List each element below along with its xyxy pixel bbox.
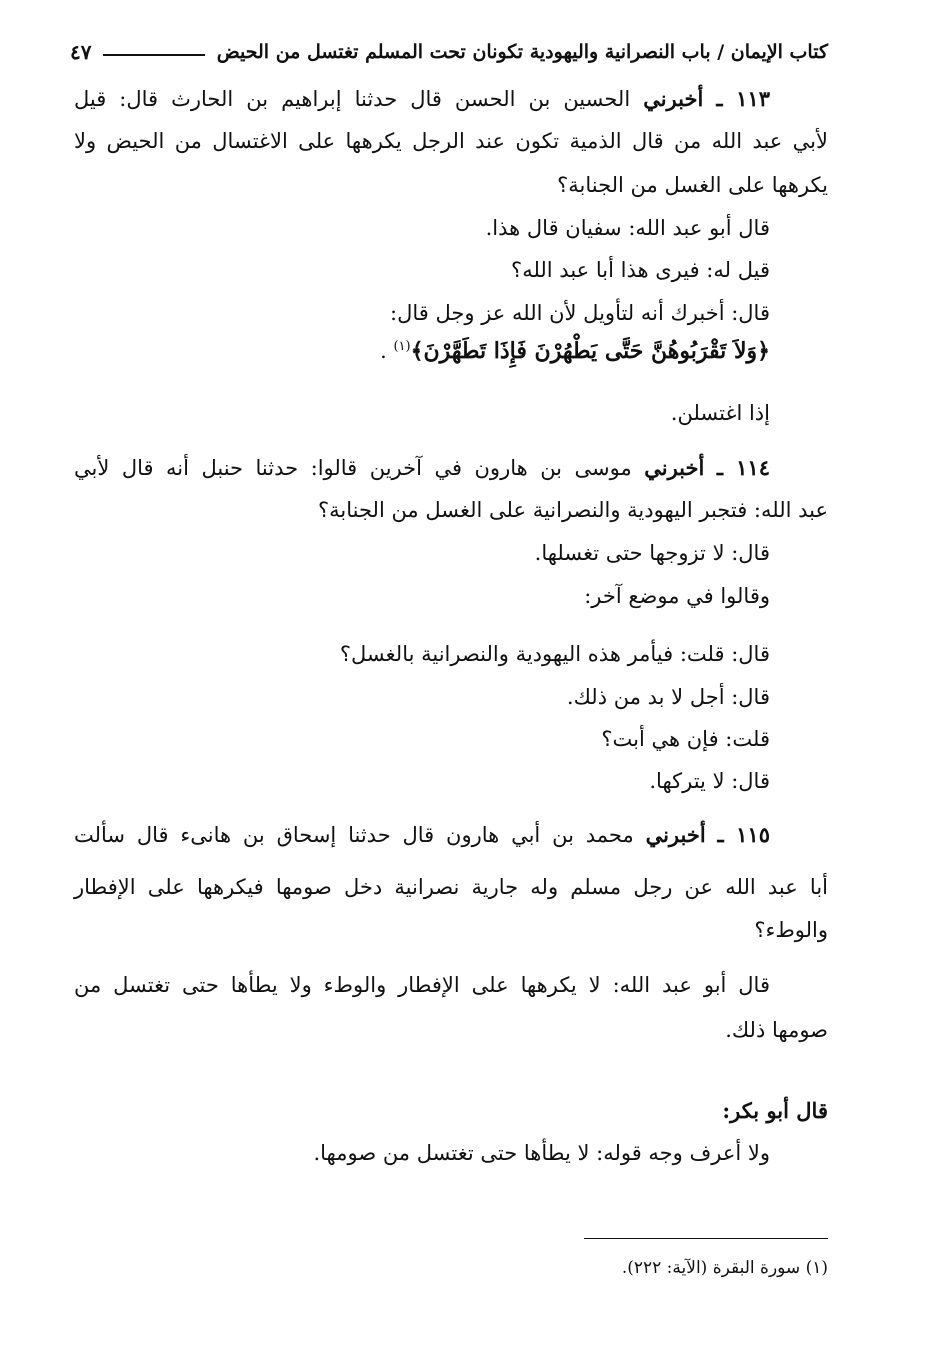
hadith-113-dialogue-1: قال أبو عبد الله: سفيان قال هذا. — [485, 216, 770, 240]
abu-bakr-heading: قال أبو بكر: — [722, 1098, 828, 1123]
hadith-114-dialogue-5: قلت: فإن هي أبت؟ — [601, 727, 770, 751]
quran-verse-line — [380, 338, 770, 364]
header-title: كتاب الإيمان / باب النصرانية واليهودية تكونان تحت المسلم تغتسل من الحيض — [216, 41, 828, 63]
footnote-divider — [584, 1238, 828, 1239]
hadith-114-number: ١١٤ ـ — [716, 455, 770, 480]
hadith-113-lead: أخبرني — [643, 86, 704, 111]
hadith-113-line-1 — [74, 86, 828, 111]
hadith-115-line-1 — [74, 822, 828, 847]
hadith-115-answer-1 — [74, 973, 828, 997]
hadith-115-line-2: أبا عبد الله عن رجل مسلم وله جارية نصرانية دخل صومها فيكرهها على الإفطار — [74, 875, 828, 899]
hadith-115-line-3: والوطء؟ — [754, 918, 828, 942]
hadith-114-dialogue-2: وقالوا في موضع آخر: — [584, 584, 770, 608]
hadith-114-line-2: عبد الله: فتجبر اليهودية والنصرانية على الغسل من الجنابة؟ — [318, 498, 828, 522]
quran-verse: ﴿وَلاَ تَقْرَبُوهُنَّ حَتَّى يَطْهُرْنَ فَإِذَا تَطَهَّرْنَ﴾ — [410, 338, 770, 364]
footnote-ref: (١) — [393, 339, 411, 354]
hadith-113-dialogue-2: قيل له: فيرى هذا أبا عبد الله؟ — [511, 258, 770, 282]
running-header — [70, 34, 828, 70]
hadith-113-text-1: الحسين بن الحسن قال حدثنا إبراهيم بن الحارث قال: قيل — [74, 87, 631, 111]
hadith-114-dialogue-1: قال: لا تزوجها حتى تغسلها. — [534, 541, 770, 565]
hadith-114-text-1: موسى بن هارون في آخرين قالوا: حدثنا حنبل أنه قال لأبي — [74, 456, 632, 480]
hadith-114-dialogue-3: قال: قلت: فيأمر هذه اليهودية والنصرانية بالغسل؟ — [339, 642, 770, 666]
hadith-113-dialogue-3: قال: أخبرك أنه لتأويل لأن الله عز وجل قال: — [390, 301, 770, 325]
hadith-114-lead: أخبرني — [644, 455, 705, 480]
hadith-113-dialogue-4: إذا اغتسلن. — [670, 401, 770, 425]
hadith-115-lead: أخبرني — [645, 822, 706, 847]
hadith-113-line-3: يكرهها على الغسل من الجنابة؟ — [557, 173, 828, 197]
verse-end: . — [380, 339, 387, 363]
hadith-114-line-1 — [74, 455, 828, 480]
hadith-115-text-1: محمد بن أبي هارون قال حدثنا إسحاق بن هانىء قال سألت — [74, 823, 634, 847]
hadith-115-answer-text: قال أبو عبد الله: لا يكرهها على الإفطار والوطء ولا يطأها حتى تغتسل من — [74, 973, 770, 997]
abu-bakr-text: ولا أعرف وجه قوله: لا يطأها حتى تغتسل من صومها. — [313, 1141, 770, 1165]
hadith-114-dialogue-4: قال: أجل لا بد من ذلك. — [566, 685, 770, 709]
hadith-113-line-2: لأبي عبد الله من قال الذمية تكون عند الرجل يكرهها على الاغتسال من الحيض ولا — [74, 129, 828, 153]
footnote: (١) سورة البقرة (الآية: ٢٢٢). — [621, 1258, 828, 1278]
header-rule — [103, 54, 204, 56]
hadith-115-number: ١١٥ ـ — [717, 822, 770, 847]
hadith-115-answer-2: صومها ذلك. — [725, 1018, 828, 1042]
hadith-114-dialogue-6: قال: لا يتركها. — [649, 769, 770, 793]
hadith-113-number: ١١٣ ـ — [716, 86, 770, 111]
page-number: ٤٧ — [70, 40, 92, 64]
